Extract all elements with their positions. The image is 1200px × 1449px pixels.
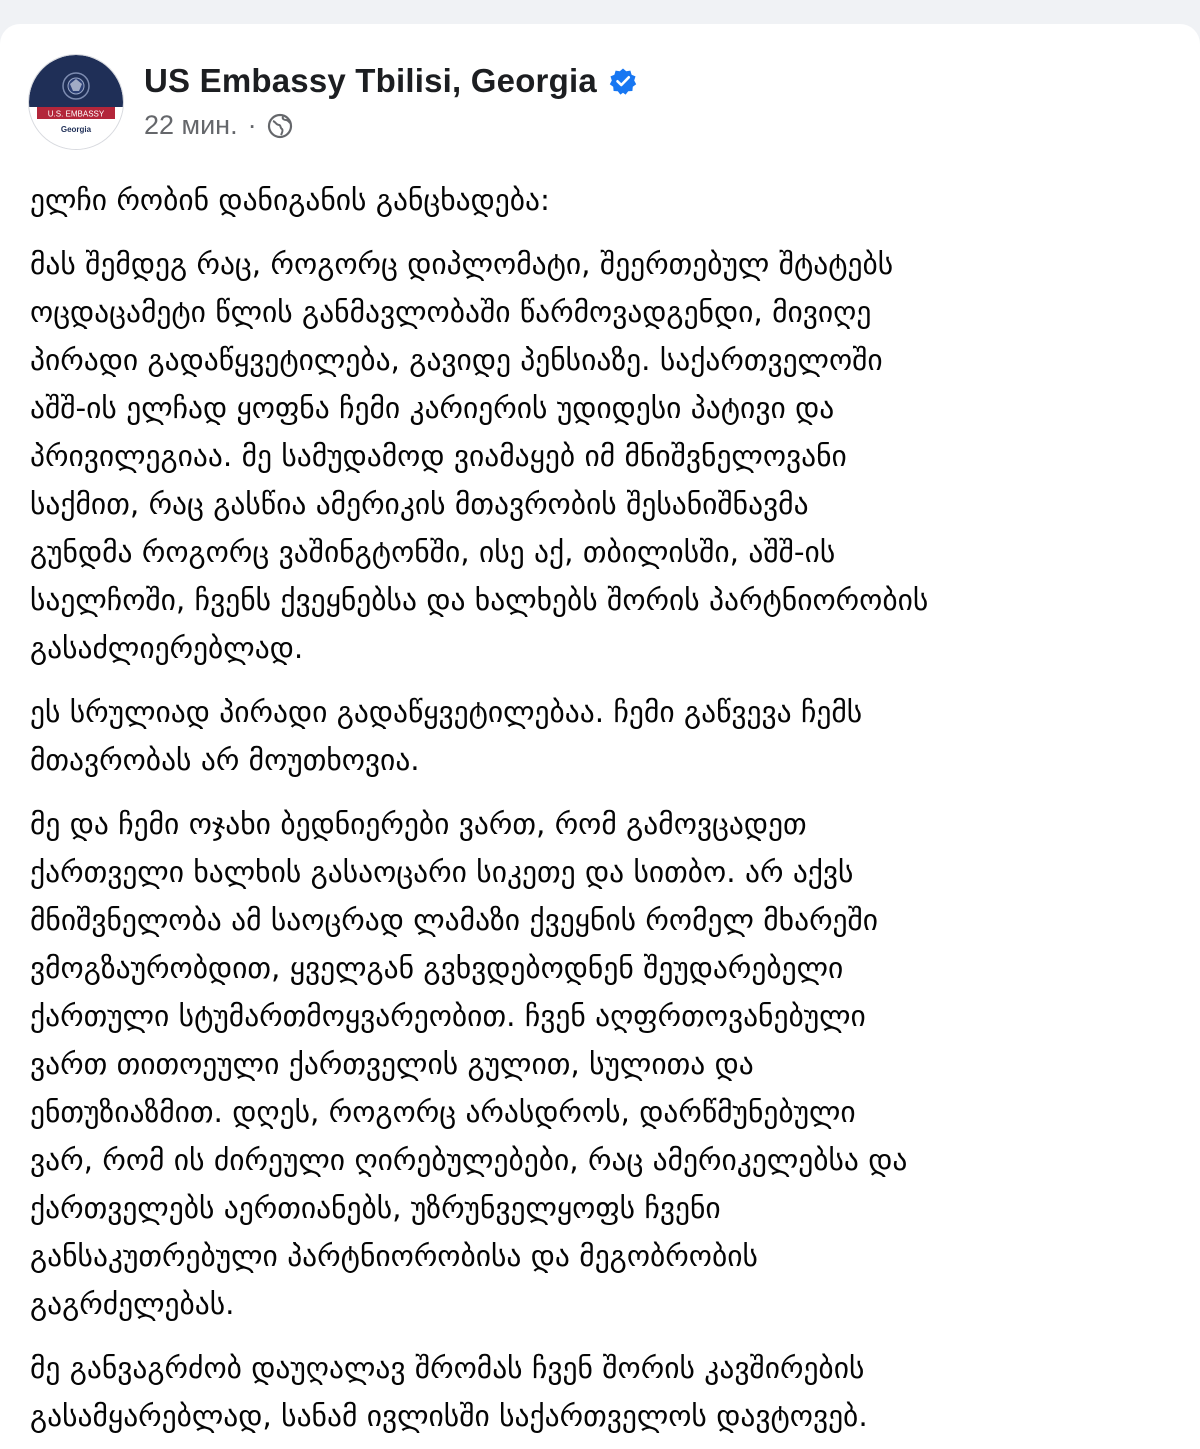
post-text xyxy=(30,176,1175,1449)
post-paragraph: მე და ჩემი ოჯახი ბედნიერები ვართ, რომ გამოვცადეთ ქართველი ხალხის გასაოცარი სიკეთე და სითბო. არ აქვს მნიშვნელობა ამ საოცრად ლამაზი ქვეყნის რომელ მხარეში ვმოგზაურობდით, ყველგან გვხვდებოდნენ შეუდარებელი ქართული სტუმართმოყვარეობით. ჩვენ აღფრთოვანებული ვართ თითოეული ქართველის გულით, სულითა და ენთუზიაზმით. დღეს, როგორც არასდროს, დარწმუნებული ვარ, რომ ის ძირეული ღირებულებები, რაც ამერიკელებსა და ქართველებს აერთიანებს, უზრუნველყოფს ჩვენი განსაკუთრებული პარტნიორობისა და მეგობრობის გაგრძელებას. xyxy=(30,807,908,1321)
page-name-row xyxy=(144,58,637,104)
svg-text:Georgia: Georgia xyxy=(60,125,92,134)
globe-icon[interactable] xyxy=(267,113,293,139)
embassy-seal-logo xyxy=(29,55,123,149)
post-time-row xyxy=(144,110,637,141)
svg-text:U.S. EMBASSY: U.S. EMBASSY xyxy=(47,109,105,119)
post-paragraph: ეს სრულიად პირადი გადაწყვეტილებაა. ჩემი გაწვევა ჩემს მთავრობას არ მოუთხოვია. xyxy=(30,695,863,777)
post-paragraph: მას შემდეგ რაც, როგორც დიპლომატი, შეერთებულ შტატებს ოცდაცამეტი წლის განმავლობაში წარმოვადგენდი, მივიღე პირადი გადაწყვეტილება, გავიდე პენსიაზე. საქართველოში აშშ-ის ელჩად ყოფნა ჩემი კარიერის უდიდესი პატივი და პრივილეგიაა. მე სამუდამოდ ვიამაყებ იმ მნიშვნელოვანი საქმით, რაც გასწია ამერიკის მთავრობის შესანიშნავმა გუნდმა როგორც ვაშინგტონში, ისე აქ, თბილისში, აშშ-ის საელჩოში, ჩვენს ქვეყნებსა და ხალხებს შორის პარტნიორობის გასაძლიერებლად. xyxy=(30,247,929,665)
post-paragraph: მე განვაგრძობ დაუღალავ შრომას ჩვენ შორის კავშირების გასამყარებლად, სანამ ივლისში საქართველოს დავტოვებ. xyxy=(30,1351,868,1433)
post-paragraph: ელჩი რობინ დანიგანის განცხადება: xyxy=(30,183,550,217)
meta-separator: · xyxy=(247,110,257,140)
page-name-link[interactable]: US Embassy Tbilisi, Georgia xyxy=(144,62,597,99)
post-card xyxy=(0,24,1200,1449)
post-timestamp-link[interactable]: 22 мин. xyxy=(144,110,238,140)
verified-badge-icon xyxy=(609,67,637,95)
page-avatar[interactable] xyxy=(28,54,124,150)
post-header xyxy=(28,54,637,154)
post-meta xyxy=(144,54,637,141)
